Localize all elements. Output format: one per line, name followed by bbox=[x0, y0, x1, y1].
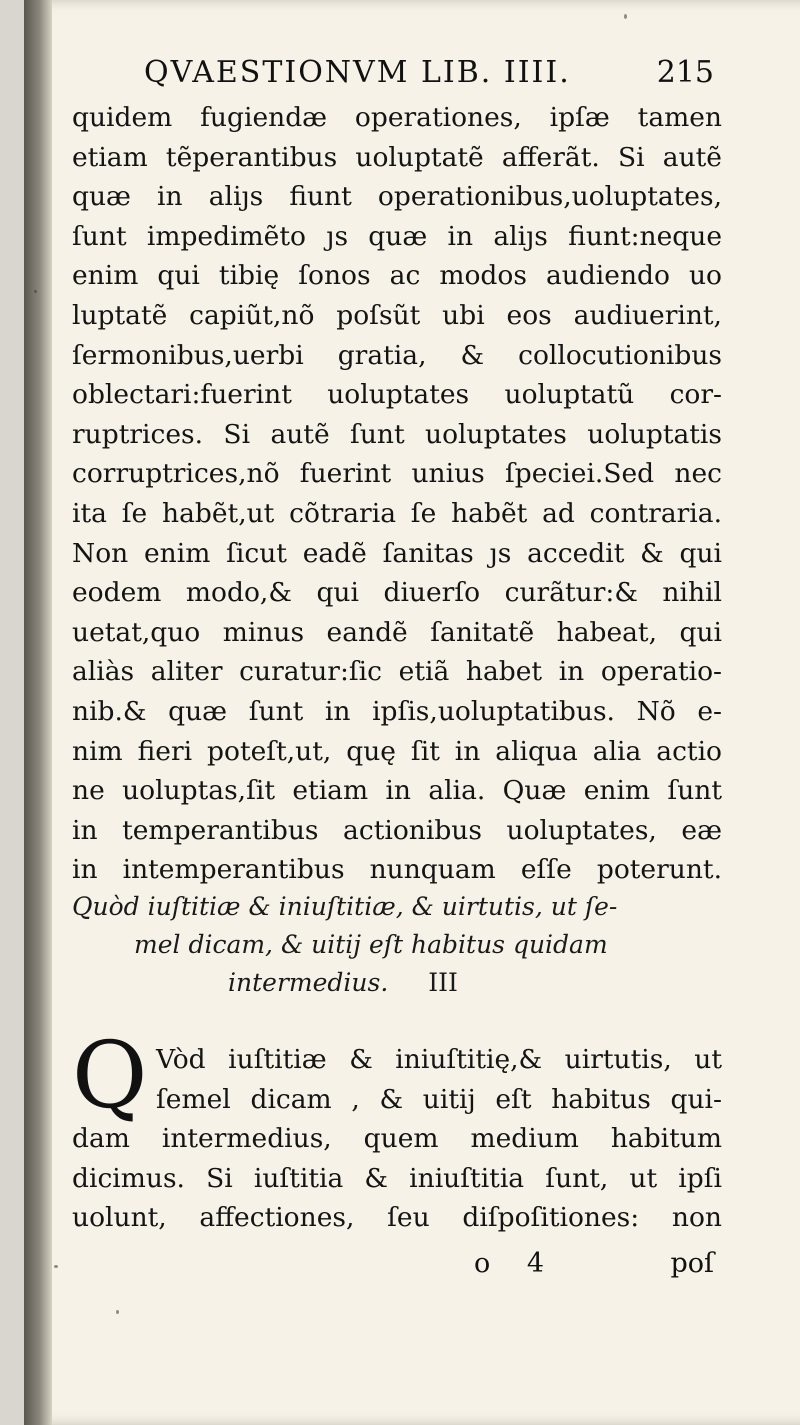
text-line: ita ſe habẽt,ut cõtraria ſe habẽt ad contraria. bbox=[72, 497, 722, 529]
text-line: ſunt impedimẽto ȷs quæ in aliȷs fiunt:neque bbox=[72, 220, 722, 252]
paper-speck bbox=[116, 1310, 119, 1314]
text-line: oblectari:fuerint uoluptates uoluptatũ cor- bbox=[72, 379, 722, 411]
text-line: etiam tẽperantibus uoluptatẽ afferãt. Si autẽ bbox=[72, 141, 722, 173]
text-line: ſermonibus,uerbi gratia, & collocutionibus bbox=[72, 339, 722, 371]
text-line: Vòd iuſtitiæ & iniuſtitię,& uirtutis, ut bbox=[156, 1044, 722, 1075]
signature-mark: o 4 bbox=[474, 1248, 559, 1279]
heading-line: Quòd iuſtitiæ & iniuſtitiæ, & uirtutis, ut ſe- bbox=[72, 892, 618, 921]
heading-line-final bbox=[72, 964, 722, 1002]
text-line: luptatẽ capiũt,nõ poſsũt ubi eos audiuerint, bbox=[72, 299, 722, 331]
text-line: enim qui tibię ſonos ac modos audiendo uo bbox=[72, 260, 722, 292]
drop-cap-initial: Q bbox=[72, 1022, 148, 1129]
running-head-title: QVAESTIONVM LIB. IIII. bbox=[144, 55, 571, 90]
text-line: nim fieri poteſt,ut, quę ſit in aliqua alia actio bbox=[72, 735, 722, 767]
text-line: eodem modo,& qui diuerſo curãtur:& nihil bbox=[72, 577, 722, 609]
text-line: Non enim ſicut eadẽ ſanitas ȷs accedit & qui bbox=[72, 537, 722, 569]
text-line: dam intermedius, quem medium habitum bbox=[72, 1123, 722, 1155]
heading-line: intermedius. bbox=[228, 968, 389, 997]
text-line: ſemel dicam , & uitij eſt habitus qui- bbox=[156, 1083, 722, 1115]
text-line: ruptrices. Si autẽ ſunt uoluptates uoluptatis bbox=[72, 418, 722, 450]
text-line: dicimus. Si iuſtitia & iniuſtitia ſunt, ut ipſi bbox=[72, 1162, 722, 1194]
text-line: uetat,quo minus eandẽ ſanitatẽ habeat, qui bbox=[72, 616, 722, 648]
text-line: nib.& quæ ſunt in ipſis,uoluptatibus. Nõ e- bbox=[72, 695, 722, 727]
body-text bbox=[72, 98, 722, 890]
text-line: in intemperantibus nunquam eſſe poterunt. bbox=[72, 854, 722, 886]
text-line: aliàs aliter curatur:ſic etiã habet in operatio- bbox=[72, 656, 722, 688]
heading-line: mel dicam, & uitij eſt habitus quidam bbox=[134, 930, 608, 959]
text-line: ne uoluptas,ſit etiam in alia. Quæ enim ſunt bbox=[72, 775, 722, 807]
catchword: poſ bbox=[670, 1248, 714, 1279]
text-line: corruptrices,nõ fuerint unius ſpeciei.Sed nec bbox=[72, 458, 722, 490]
chapter-heading bbox=[72, 888, 722, 1002]
text-line: quæ in aliȷs fiunt operationibus,uoluptates, bbox=[72, 181, 722, 213]
binding-gutter bbox=[24, 0, 52, 1425]
running-head bbox=[144, 55, 714, 95]
paper-speck bbox=[624, 14, 627, 19]
text-line: in temperantibus actionibus uoluptates, eæ bbox=[72, 814, 722, 846]
paper-speck bbox=[34, 290, 37, 293]
page-number: 215 bbox=[656, 55, 714, 90]
page-footer bbox=[464, 1248, 714, 1288]
text-line: quidem fugiendæ operationes, ipſæ tamen bbox=[72, 102, 722, 133]
book-page bbox=[24, 0, 800, 1425]
paper-speck bbox=[54, 1265, 58, 1268]
chapter-text bbox=[72, 1022, 722, 1238]
chapter-numeral: III bbox=[428, 968, 458, 997]
text-line: uolunt, affectiones, ſeu diſpoſitiones: non bbox=[72, 1202, 722, 1234]
